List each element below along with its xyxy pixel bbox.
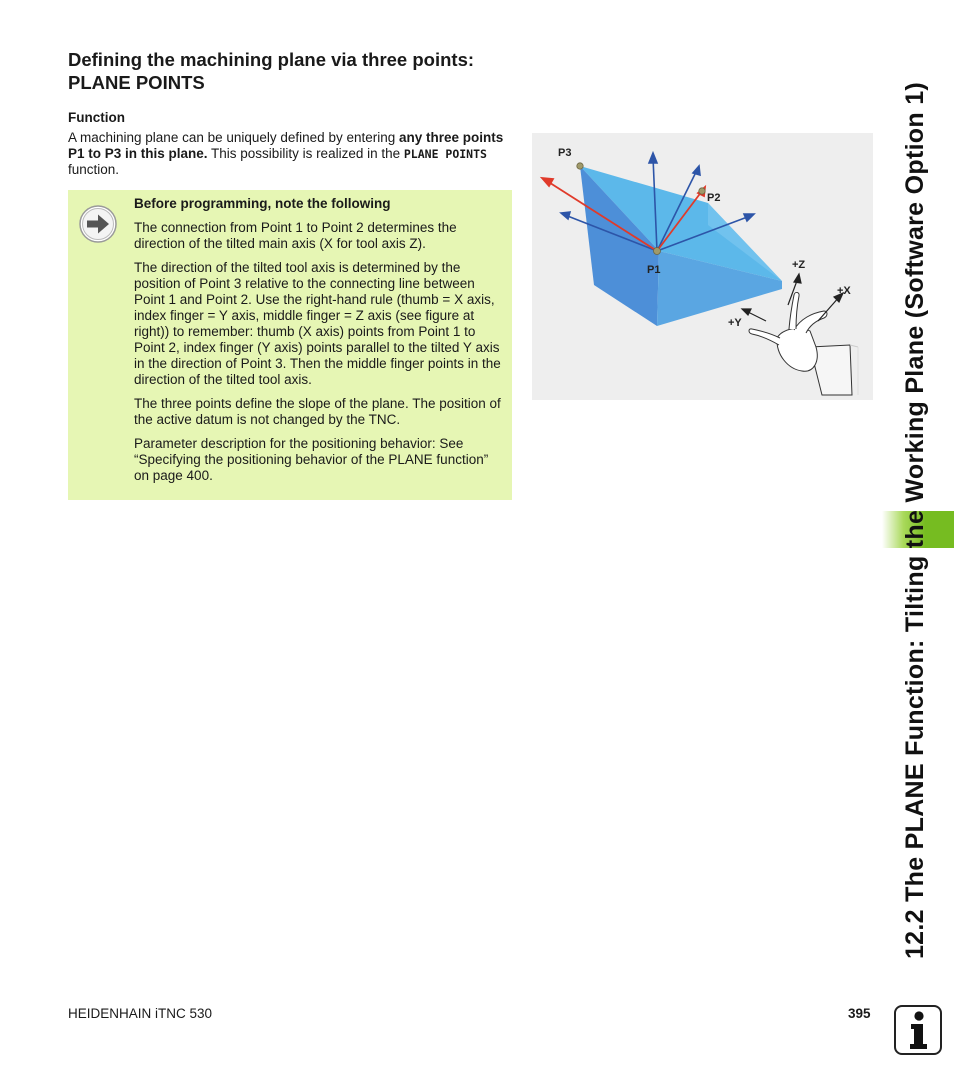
intro-paragraph — [68, 130, 513, 178]
intro-bold: any three points P1 to P3 in this plane. — [68, 130, 504, 161]
intro-text-1: A machining plane can be uniquely defined by entering — [68, 130, 399, 145]
page-heading — [68, 48, 528, 94]
side-title-wrap — [888, 40, 944, 1000]
info-icon — [894, 1005, 942, 1055]
note-title: Before programming, note the following — [134, 196, 391, 211]
intro-text-3: function. — [68, 162, 120, 177]
label-p1: P1 — [647, 264, 661, 276]
arrow-right-circle-icon — [78, 204, 118, 244]
heading-line-2: PLANE POINTS — [68, 72, 205, 93]
footer-product: HEIDENHAIN iTNC 530 — [68, 1006, 213, 1021]
note-paragraph-3: The three points define the slope of the plane. The position of the active datum is not changed by the TNC. — [134, 396, 501, 427]
label-y: +Y — [728, 317, 742, 329]
intro-text-2: This possibility is realized in the — [207, 146, 404, 161]
info-icon-glyph — [896, 1007, 940, 1053]
hand-thumb — [794, 311, 827, 333]
point-p3-marker — [577, 163, 583, 169]
point-p2-marker — [699, 188, 705, 194]
note-box — [68, 190, 512, 500]
intro-code: PLANE POINTS — [403, 147, 487, 161]
note-paragraph-1: The connection from Point 1 to Point 2 determines the direction of the tilted main axis (X for tool axis Z). — [134, 220, 457, 251]
note-body — [134, 196, 504, 492]
label-z: +Z — [792, 259, 806, 271]
three-points-figure — [532, 133, 873, 400]
hand-palm — [777, 328, 817, 371]
heading-line-1: Defining the machining plane via three points: — [68, 49, 475, 70]
page-number: 395 — [848, 1006, 871, 1021]
label-p2: P2 — [707, 192, 721, 204]
point-p1-marker — [654, 248, 661, 255]
label-x: +X — [837, 285, 851, 297]
three-points-illustration — [532, 133, 873, 400]
note-paragraph-4: Parameter description for the positioning behavior: See “Specifying the positioning behavior of the PLANE function” on page 400. — [134, 436, 489, 483]
hand-index-finger — [749, 329, 780, 345]
section-subheading: Function — [68, 110, 125, 125]
note-paragraph-2: The direction of the tilted tool axis is determined by the position of Point 3 relative to the connecting line between Point 1 and Point 2. Use the right-hand rule (thumb = X axis, index finger = Y axis, middle finger = Z axis (see figure at right)) to remember: thumb (X axis) points from Point 1 to Point 2, index finger (Y axis) points parallel to the tilted Y axis in the direction of Point 3. Then the middle finger points in the direction of the tilted tool axis. — [134, 260, 501, 387]
label-p3: P3 — [558, 147, 572, 159]
side-chapter-title: 12.2 The PLANE Function: Tilting the Working Plane (Software Option 1) — [901, 81, 930, 959]
